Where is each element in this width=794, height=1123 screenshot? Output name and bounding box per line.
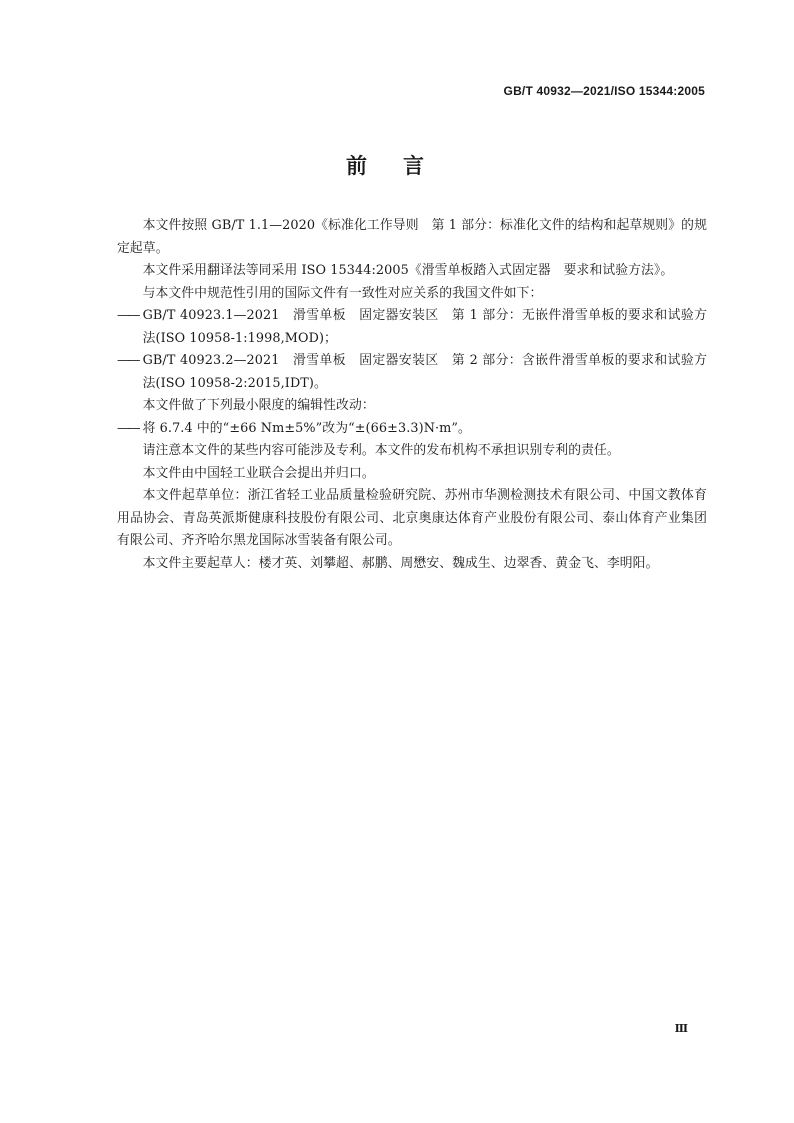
paragraph-adoption: 本文件采用翻译法等同采用 ISO 15344:2005《滑雪单板踏入式固定器 要求和试验方法》。	[142, 263, 674, 278]
standard-number-header: GB/T 40932—2021/ISO 15344:2005	[503, 84, 705, 98]
page-number: Ⅲ	[674, 1022, 688, 1035]
list-item-gbt-40923-1	[117, 305, 707, 350]
list-item-editorial-change	[117, 418, 707, 441]
dash-mark: ——	[117, 420, 139, 436]
list-item-text: GB/T 40923.2—2021 滑雪单板 固定器安装区 第 2 部分：含嵌件滑雪单板的要求和试验方法(ISO 10958-2:2015,IDT)。	[142, 353, 707, 391]
list-item-gbt-40923-2	[117, 350, 707, 395]
dash-mark: ——	[117, 353, 139, 368]
page-title: 前言	[346, 154, 460, 178]
list-item-text: 将 6.7.4 中的“±66 Nm±5%”改为“±(66±3.3)N·m”。	[142, 420, 471, 436]
paragraph-patent-notice: 请注意本文件的某些内容可能涉及专利。本文件的发布机构不承担识别专利的责任。	[142, 443, 620, 458]
paragraph-editorial-changes: 本文件做了下列最小限度的编辑性改动：	[142, 398, 375, 413]
paragraph-proposer: 本文件由中国轻工业联合会提出并归口。	[142, 465, 375, 481]
paragraph-drafters: 本文件主要起草人：楼才英、刘攀超、郝鹏、周懋安、魏成生、边翠香、黄金飞、李明阳。	[142, 555, 659, 571]
paragraph-drafting-units: 本文件起草单位：浙江省轻工业品质量检验研究院、苏州市华测检测技术有限公司、中国文教体育用品协会、青岛英派斯健康科技股份有限公司、北京奥康达体育产业股份有限公司、泰山体育产业集团有限公司、齐齐哈尔黑龙国际冰雪装备有限公司。	[117, 488, 707, 548]
foreword-body	[117, 215, 707, 575]
paragraph-correspondence-intro: 与本文件中规范性引用的国际文件有一致性对应关系的我国文件如下：	[142, 285, 543, 301]
paragraph-drafting-rules: 本文件按照 GB/T 1.1—2020《标准化工作导则 第 1 部分：标准化文件的结构和起草规则》的规定起草。	[117, 218, 707, 256]
list-item-text: GB/T 40923.1—2021 滑雪单板 固定器安装区 第 1 部分：无嵌件滑雪单板的要求和试验方法(ISO 10958-1:1998,MOD)；	[142, 308, 707, 346]
dash-mark: ——	[117, 308, 139, 323]
